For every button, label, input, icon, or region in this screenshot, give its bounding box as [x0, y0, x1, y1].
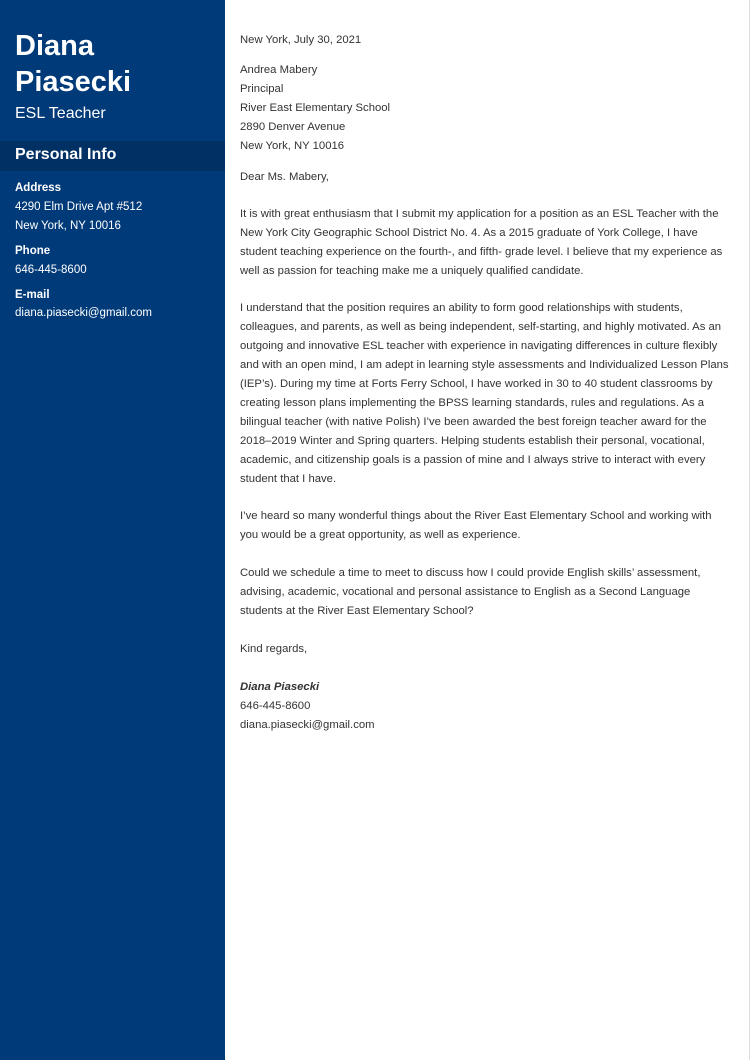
phone-value: 646-445-8600 [15, 264, 87, 276]
email-label: E-mail [15, 289, 50, 301]
sidebar [0, 0, 225, 1060]
recipient-school: River East Elementary School [240, 102, 391, 114]
address-line-1: 4290 Elm Drive Apt #512 [15, 201, 143, 213]
phone-label: Phone [15, 245, 51, 257]
greeting: Dear Ms. Mabery, [240, 171, 329, 183]
personal-info-title: Personal Info [15, 146, 117, 163]
personal-info-header [0, 141, 225, 171]
recipient-title: Principal [240, 83, 284, 95]
applicant-name [15, 28, 220, 100]
email-value: diana.piasecki@gmail.com [15, 307, 152, 319]
closing: Kind regards, [240, 643, 308, 655]
signature-name: Diana Piasecki [240, 681, 320, 693]
recipient-city: New York, NY 10016 [240, 140, 345, 152]
paragraph-1: It is with great enthusiasm that I submit my application for a position as an ESL Teacher with the New York City Geographic School District No. 4. As a 2015 graduate of York College, I have student teaching experience on the fourth-, and fifth- grade level. I believe that my experience as well as passion for teaching make me a uniquely qualified candidate. [240, 208, 723, 277]
job-title: ESL Teacher [15, 105, 106, 122]
recipient-name: Andrea Mabery [240, 64, 318, 76]
paragraph-4: Could we schedule a time to meet to discuss how I could provide English skills’ assessment, advising, academic, vocational and personal assistance to English as a Second Language students at the River East Elementary School? [240, 567, 701, 617]
applicant-last-name: Piasecki [15, 66, 132, 98]
recipient-street: 2890 Denver Avenue [240, 121, 346, 133]
signature-phone: 646-445-8600 [240, 700, 311, 712]
address-line-2: New York, NY 10016 [15, 220, 121, 232]
applicant-first-name: Diana [15, 30, 94, 62]
address-label: Address [15, 182, 62, 194]
signature-email: diana.piasecki@gmail.com [240, 719, 375, 731]
paragraph-3: I’ve heard so many wonderful things about the River East Elementary School and working with you would be a great opportunity, as well as experience. [240, 510, 712, 541]
paragraph-2: I understand that the position requires an ability to form good relationships with students, colleagues, and parents, as well as being independent, self-starting, and highly motivated. As an outgoing and innovative ESL teacher with experience in navigating differences in culture flexibly and with an open mind, I am adept in learning style assessments and Individualized Lesson Plans (IEP’s). During my time at Forts Ferry School, I have worked in 30 to 40 student classrooms by creating lesson plans implementing the BPSS learning standards, rules and regulations. As a bilingual teacher (with native Polish) I’ve been awarded the best foreign teacher award for the 2018–2019 Winter and Spring quarters. Helping students establish their personal, vocational, academic, and citizenship goals is a passion of mine and I always strive to interact with every student that I have. [240, 302, 729, 485]
letter-date: New York, July 30, 2021 [240, 34, 362, 46]
